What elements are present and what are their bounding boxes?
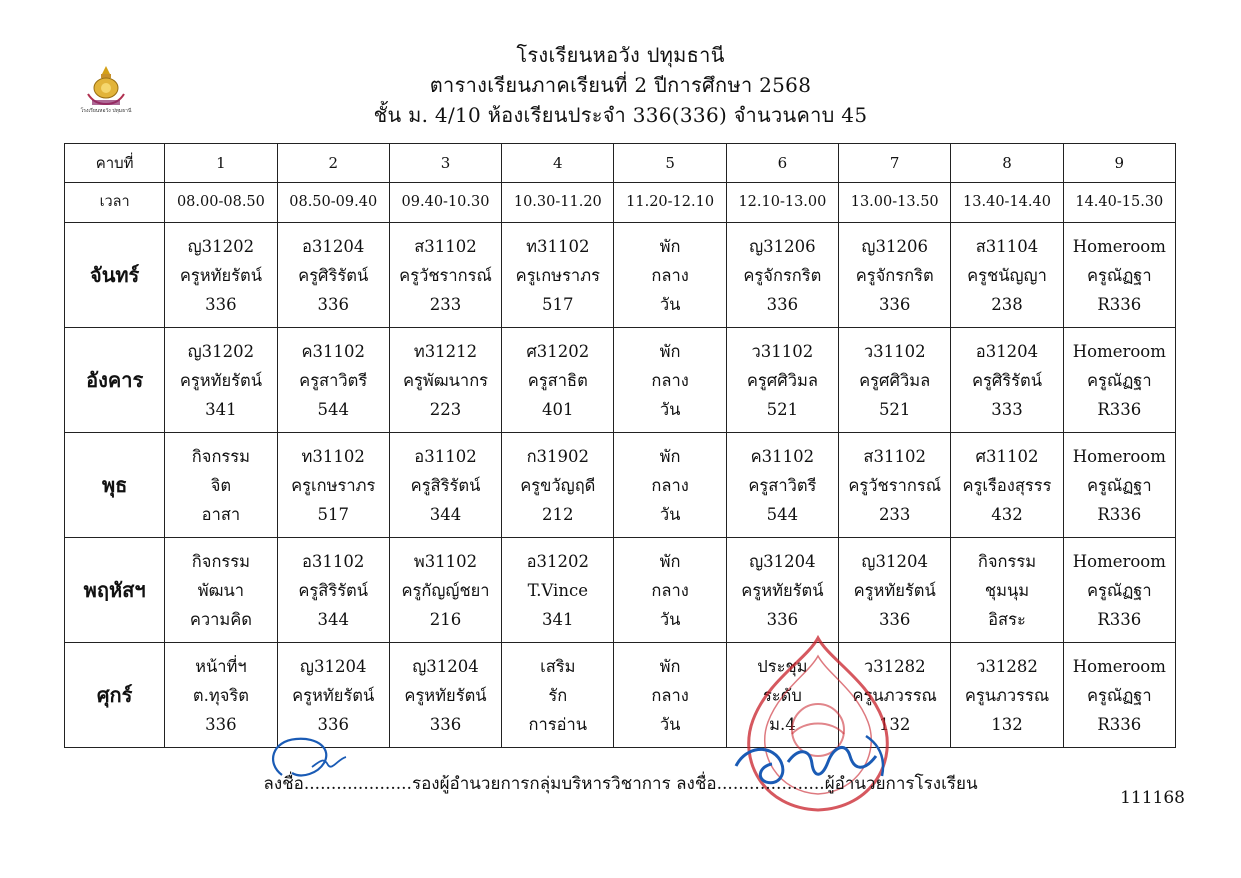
schedule-cell bbox=[1063, 433, 1175, 538]
room-number: R336 bbox=[1097, 399, 1142, 419]
subject-code: ก31902 bbox=[526, 446, 590, 466]
room-number: R336 bbox=[1097, 714, 1142, 734]
day-row bbox=[65, 538, 1176, 643]
teacher-name: ครูนภวรรณ bbox=[964, 685, 1050, 705]
teacher-name: กลาง bbox=[651, 685, 689, 705]
teacher-name: พัฒนา bbox=[197, 580, 245, 600]
teacher-name: ครูสิริรัตน์ bbox=[410, 475, 481, 495]
teacher-name: ครูนภวรรณ bbox=[852, 685, 937, 705]
teacher-name: กลาง bbox=[651, 580, 689, 600]
schedule-cell bbox=[951, 433, 1063, 538]
schedule-cell bbox=[839, 538, 951, 643]
subject-code: Homeroom bbox=[1072, 551, 1166, 571]
schedule-cell bbox=[951, 643, 1063, 748]
subject-code: อ31202 bbox=[526, 551, 589, 571]
right-sign-role: ผู้อำนวยการโรงเรียน bbox=[824, 774, 978, 794]
subject-code: ญ31206 bbox=[861, 236, 928, 256]
day-row bbox=[65, 643, 1176, 748]
subject-code: พ31102 bbox=[413, 551, 478, 571]
period-time: 08.50-09.40 bbox=[277, 183, 389, 223]
teacher-name: ครูณัฏฐา bbox=[1086, 685, 1152, 705]
school-crest-icon bbox=[80, 64, 132, 114]
room-number: วัน bbox=[659, 294, 681, 314]
teacher-name: ครูหทัยรัตน์ bbox=[741, 580, 824, 600]
subject-code: ประชุม bbox=[757, 656, 808, 676]
period-number: 8 bbox=[951, 144, 1063, 183]
subject-code: ญ31204 bbox=[412, 656, 479, 676]
subject-code: ค31102 bbox=[750, 446, 815, 466]
logo-caption: โรงเรียนหอวัง ปทุมธานี bbox=[80, 108, 132, 114]
schedule-cell bbox=[502, 328, 614, 433]
teacher-name: ครูหทัยรัตน์ bbox=[292, 685, 375, 705]
schedule-cell bbox=[726, 433, 838, 538]
subject-code: ญ31204 bbox=[749, 551, 816, 571]
subject-code: ว31102 bbox=[751, 341, 814, 361]
subject-code: ญ31202 bbox=[187, 236, 255, 256]
class-schedule-table bbox=[64, 143, 1176, 748]
room-number: ม.4 bbox=[769, 714, 796, 734]
right-sign-dots: .................... bbox=[716, 774, 825, 794]
schedule-cell bbox=[502, 643, 614, 748]
room-number: 521 bbox=[766, 399, 799, 419]
teacher-name: ครูณัฏฐา bbox=[1086, 265, 1152, 285]
schedule-cell bbox=[277, 328, 389, 433]
period-time: 11.20-12.10 bbox=[614, 183, 726, 223]
schedule-cell bbox=[726, 328, 838, 433]
teacher-name: กลาง bbox=[651, 475, 689, 495]
subject-code: Homeroom bbox=[1072, 656, 1166, 676]
room-number: R336 bbox=[1097, 504, 1142, 524]
schedule-cell bbox=[614, 643, 726, 748]
teacher-name: ครูณัฏฐา bbox=[1086, 475, 1152, 495]
room-number: 216 bbox=[429, 609, 462, 629]
schedule-cell bbox=[726, 223, 838, 328]
subject-code: พัก bbox=[659, 551, 681, 571]
room-number: 336 bbox=[878, 294, 911, 314]
schedule-cell bbox=[277, 223, 389, 328]
right-sign-label: ลงชื่อ bbox=[676, 774, 717, 794]
room-number: 344 bbox=[429, 504, 462, 524]
subject-code: พัก bbox=[659, 446, 681, 466]
left-sign-dots: .................... bbox=[303, 774, 412, 794]
teacher-name: ครูศิริรัตน์ bbox=[298, 265, 369, 285]
room-number: 336 bbox=[317, 714, 349, 734]
room-number: วัน bbox=[659, 714, 681, 734]
teacher-name: รัก bbox=[548, 685, 568, 705]
subject-code: ญ31206 bbox=[749, 236, 816, 256]
room-number: 336 bbox=[317, 294, 349, 314]
period-time: 12.10-13.00 bbox=[726, 183, 838, 223]
subject-code: ว31282 bbox=[976, 656, 1038, 676]
term-title: ตารางเรียนภาคเรียนที่ 2 ปีการศึกษา 2568 bbox=[429, 73, 812, 97]
room-number: R336 bbox=[1097, 294, 1142, 314]
teacher-name: ครูหทัยรัตน์ bbox=[404, 685, 487, 705]
period-time: 10.30-11.20 bbox=[502, 183, 614, 223]
school-name: โรงเรียนหอวัง ปทุมธานี bbox=[516, 43, 725, 67]
signature-line bbox=[0, 770, 1241, 797]
teacher-name: กลาง bbox=[651, 265, 689, 285]
period-time: 08.00-08.50 bbox=[165, 183, 277, 223]
subject-code: Homeroom bbox=[1072, 446, 1166, 466]
room-number: 341 bbox=[205, 399, 237, 419]
room-number: 401 bbox=[542, 399, 574, 419]
schedule-cell bbox=[839, 328, 951, 433]
room-number: R336 bbox=[1097, 609, 1142, 629]
teacher-name: ครูจักรกริต bbox=[855, 265, 934, 285]
subject-code: กิจกรรม bbox=[977, 551, 1037, 571]
schedule-cell bbox=[614, 328, 726, 433]
period-number: 4 bbox=[502, 144, 614, 183]
schedule-cell bbox=[1063, 223, 1175, 328]
room-number: 333 bbox=[991, 399, 1023, 419]
subject-code: หน้าที่ฯ bbox=[195, 656, 247, 676]
room-number: 344 bbox=[317, 609, 349, 629]
room-number: 336 bbox=[205, 714, 237, 734]
subject-code: ค31102 bbox=[301, 341, 365, 361]
room-number: 238 bbox=[991, 294, 1023, 314]
subject-code: กิจกรรม bbox=[191, 551, 251, 571]
subject-code: ศ31102 bbox=[975, 446, 1039, 466]
subject-code: อ31102 bbox=[302, 551, 365, 571]
teacher-name: ครูณัฏฐา bbox=[1086, 580, 1152, 600]
subject-code: ส31104 bbox=[975, 236, 1039, 256]
time-label: เวลา bbox=[65, 183, 165, 223]
subject-code: ว31102 bbox=[863, 341, 926, 361]
period-time: 09.40-10.30 bbox=[389, 183, 501, 223]
schedule-cell bbox=[165, 643, 277, 748]
schedule-cell bbox=[1063, 643, 1175, 748]
teacher-name: ครูณัฏฐา bbox=[1086, 370, 1152, 390]
schedule-cell bbox=[502, 433, 614, 538]
schedule-cell bbox=[389, 433, 501, 538]
day-name: จันทร์ bbox=[65, 223, 165, 328]
room-number: 336 bbox=[766, 609, 799, 629]
room-number: การอ่าน bbox=[528, 714, 588, 734]
schedule-cell bbox=[839, 433, 951, 538]
schedule-cell bbox=[614, 433, 726, 538]
subject-code: ท31212 bbox=[413, 341, 478, 361]
room-number: ความคิด bbox=[189, 609, 253, 629]
period-number: 9 bbox=[1063, 144, 1175, 183]
schedule-cell bbox=[951, 538, 1063, 643]
schedule-cell bbox=[389, 328, 501, 433]
day-row bbox=[65, 223, 1176, 328]
period-number: 5 bbox=[614, 144, 726, 183]
schedule-cell bbox=[502, 223, 614, 328]
schedule-cell bbox=[389, 223, 501, 328]
room-number: 336 bbox=[766, 294, 799, 314]
schedule-cell bbox=[839, 223, 951, 328]
teacher-name: ครูหทัยรัตน์ bbox=[179, 370, 262, 390]
schedule-cell bbox=[165, 538, 277, 643]
room-number: 223 bbox=[429, 399, 462, 419]
schedule-cell bbox=[951, 328, 1063, 433]
period-header-row bbox=[65, 144, 1176, 183]
period-number: 3 bbox=[389, 144, 501, 183]
subject-code: ส31102 bbox=[863, 446, 926, 466]
room-number: วัน bbox=[659, 504, 681, 524]
subject-code: เสริม bbox=[540, 656, 576, 676]
teacher-name: ครูวัชรากรณ์ bbox=[848, 475, 942, 495]
schedule-cell bbox=[1063, 538, 1175, 643]
schedule-cell bbox=[165, 328, 277, 433]
subject-code: ญ31204 bbox=[299, 656, 367, 676]
document-header bbox=[0, 40, 1241, 130]
teacher-name: ครูศศิวิมล bbox=[859, 370, 931, 390]
subject-code: อ31204 bbox=[975, 341, 1039, 361]
schedule-cell bbox=[277, 643, 389, 748]
left-sign-label: ลงชื่อ bbox=[263, 774, 304, 794]
schedule-cell bbox=[951, 223, 1063, 328]
room-number: อิสระ bbox=[988, 609, 1026, 629]
period-time: 13.40-14.40 bbox=[951, 183, 1063, 223]
teacher-name: ครูเกษราภร bbox=[515, 265, 600, 285]
teacher-name: ครูกัญญ์ชยา bbox=[401, 580, 490, 600]
schedule-cell bbox=[614, 223, 726, 328]
left-sign-role: รองผู้อำนวยการกลุ่มบริหารวิชาการ bbox=[411, 774, 671, 794]
subject-code: ท31102 bbox=[526, 236, 590, 256]
teacher-name: ระดับ bbox=[762, 685, 802, 705]
room-number: 233 bbox=[878, 504, 911, 524]
room-number: 432 bbox=[991, 504, 1023, 524]
period-time: 14.40-15.30 bbox=[1063, 183, 1175, 223]
schedule-cell bbox=[726, 538, 838, 643]
period-label: คาบที่ bbox=[65, 144, 165, 183]
teacher-name: ครูชนัญญา bbox=[967, 265, 1047, 285]
period-number: 7 bbox=[839, 144, 951, 183]
teacher-name: ครูขวัญฤดี bbox=[520, 475, 596, 495]
room-number: อาสา bbox=[201, 504, 241, 524]
teacher-name: ครูสาวิตรี bbox=[748, 475, 817, 495]
period-time: 13.00-13.50 bbox=[839, 183, 951, 223]
day-name: พฤหัสฯ bbox=[65, 538, 165, 643]
subject-code: ท31102 bbox=[301, 446, 365, 466]
subject-code: พัก bbox=[659, 236, 681, 256]
teacher-name: ครูหทัยรัตน์ bbox=[853, 580, 936, 600]
room-number: วัน bbox=[659, 399, 681, 419]
subject-code: Homeroom bbox=[1072, 236, 1166, 256]
day-row bbox=[65, 328, 1176, 433]
period-number: 6 bbox=[726, 144, 838, 183]
room-number: 132 bbox=[878, 714, 911, 734]
teacher-name: ชุมนุม bbox=[984, 580, 1030, 600]
teacher-name: ครูเกษราภร bbox=[291, 475, 376, 495]
room-number: 544 bbox=[317, 399, 349, 419]
room-number: 336 bbox=[878, 609, 911, 629]
day-name: พุธ bbox=[65, 433, 165, 538]
teacher-name: จิต bbox=[210, 475, 232, 495]
room-number: 517 bbox=[317, 504, 349, 524]
teacher-name: ครูสาวิตรี bbox=[299, 370, 368, 390]
schedule-cell bbox=[502, 538, 614, 643]
document-number: 111168 bbox=[1120, 788, 1185, 808]
schedule-cell bbox=[165, 433, 277, 538]
teacher-name: T.Vince bbox=[527, 580, 588, 600]
subject-code: พัก bbox=[659, 341, 681, 361]
room-number: 336 bbox=[429, 714, 462, 734]
subject-code: อ31102 bbox=[414, 446, 477, 466]
room-number: 233 bbox=[429, 294, 462, 314]
period-number: 2 bbox=[277, 144, 389, 183]
subject-code: Homeroom bbox=[1072, 341, 1166, 361]
teacher-name: ครูสาธิต bbox=[527, 370, 588, 390]
teacher-name: ครูวัชรากรณ์ bbox=[399, 265, 492, 285]
schedule-cell bbox=[1063, 328, 1175, 433]
schedule-cell bbox=[614, 538, 726, 643]
room-number: 341 bbox=[542, 609, 574, 629]
subject-code: พัก bbox=[659, 656, 681, 676]
teacher-name: ครูจักรกริต bbox=[743, 265, 822, 285]
teacher-name: ครูศิริรัตน์ bbox=[971, 370, 1043, 390]
subject-code: ว31282 bbox=[863, 656, 926, 676]
schedule-cell bbox=[165, 223, 277, 328]
subject-code: ญ31204 bbox=[861, 551, 928, 571]
class-info: ชั้น ม. 4/10 ห้องเรียนประจำ 336(336) จำนวนคาบ 45 bbox=[373, 103, 868, 127]
teacher-name: ครูศศิวิมล bbox=[746, 370, 818, 390]
teacher-name: กลาง bbox=[651, 370, 689, 390]
schedule-cell bbox=[389, 643, 501, 748]
room-number: 212 bbox=[542, 504, 574, 524]
schedule-cell bbox=[277, 433, 389, 538]
day-name: ศุกร์ bbox=[65, 643, 165, 748]
subject-code: ส31102 bbox=[414, 236, 477, 256]
room-number: 132 bbox=[991, 714, 1023, 734]
room-number: วัน bbox=[659, 609, 681, 629]
day-name: อังคาร bbox=[65, 328, 165, 433]
period-number: 1 bbox=[165, 144, 277, 183]
teacher-name: ครูหทัยรัตน์ bbox=[179, 265, 262, 285]
schedule-cell bbox=[389, 538, 501, 643]
teacher-name: ครูพัฒนากร bbox=[402, 370, 489, 390]
time-row bbox=[65, 183, 1176, 223]
teacher-name: ต.ทุจริต bbox=[192, 685, 249, 705]
subject-code: อ31204 bbox=[302, 236, 365, 256]
room-number: 544 bbox=[766, 504, 799, 524]
room-number: 517 bbox=[542, 294, 574, 314]
teacher-name: ครูเรืองสุรรร bbox=[962, 475, 1052, 495]
room-number: 521 bbox=[878, 399, 911, 419]
subject-code: กิจกรรม bbox=[191, 446, 251, 466]
room-number: 336 bbox=[205, 294, 237, 314]
teacher-name: ครูสิริรัตน์ bbox=[298, 580, 369, 600]
subject-code: ศ31202 bbox=[526, 341, 590, 361]
subject-code: ญ31202 bbox=[187, 341, 255, 361]
day-row bbox=[65, 433, 1176, 538]
schedule-cell bbox=[277, 538, 389, 643]
